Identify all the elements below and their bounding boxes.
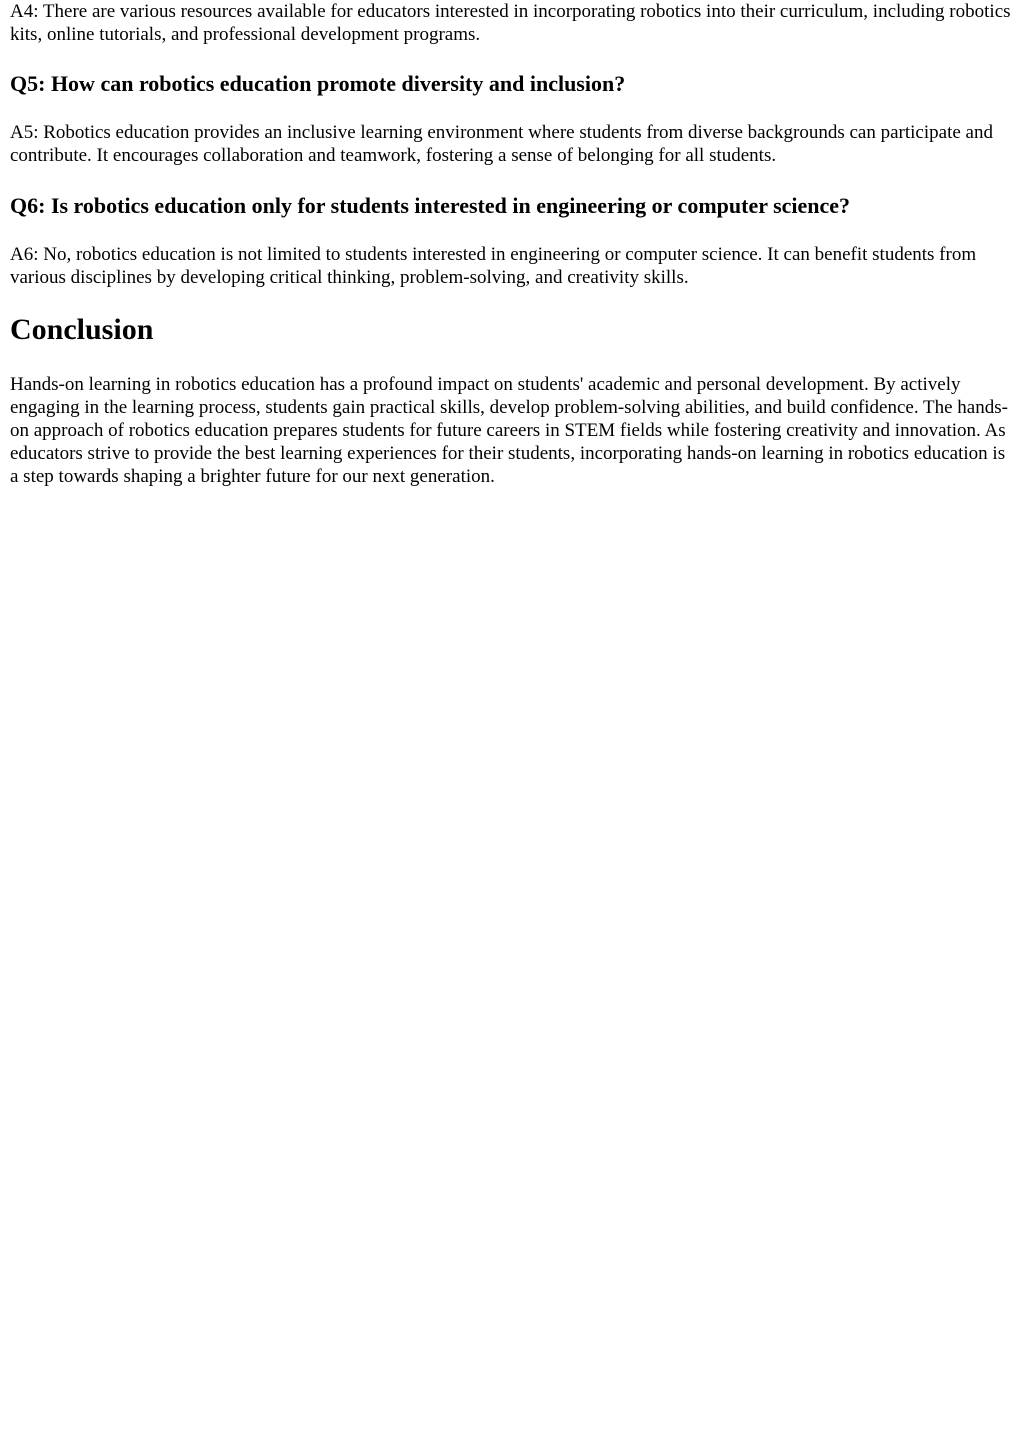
article-content: [10, 0, 1014, 488]
faq-question-q6: Q6: Is robotics education only for students interested in engineering or computer science?: [10, 193, 851, 218]
faq-answer-a4: A4: There are various resources available for educators interested in incorporating robotics into their curriculum, including robotics kits, online tutorials, and professional development programs.: [10, 1, 1011, 45]
conclusion-heading: Conclusion: [10, 313, 154, 346]
faq-question-q5: Q5: How can robotics education promote diversity and inclusion?: [10, 71, 626, 96]
faq-answer-a5: A5: Robotics education provides an inclusive learning environment where students from diverse backgrounds can participate and contribute. It encourages collaboration and teamwork, fostering a sense of belonging for all students.: [10, 122, 993, 166]
faq-answer-a6: A6: No, robotics education is not limited to students interested in engineering or computer science. It can benefit students from various disciplines by developing critical thinking, problem-solving, and creativity skills.: [10, 244, 977, 288]
conclusion-paragraph: Hands-on learning in robotics education has a profound impact on students' academic and personal development. By actively engaging in the learning process, students gain practical skills, develop problem-solving abilities, and build confidence. The hands-on approach of robotics education prepares students for future careers in STEM fields while fostering creativity and innovation. As educators strive to provide the best learning experiences for their students, incorporating hands-on learning in robotics education is a step towards shaping a brighter future for our next generation.: [10, 374, 1008, 487]
